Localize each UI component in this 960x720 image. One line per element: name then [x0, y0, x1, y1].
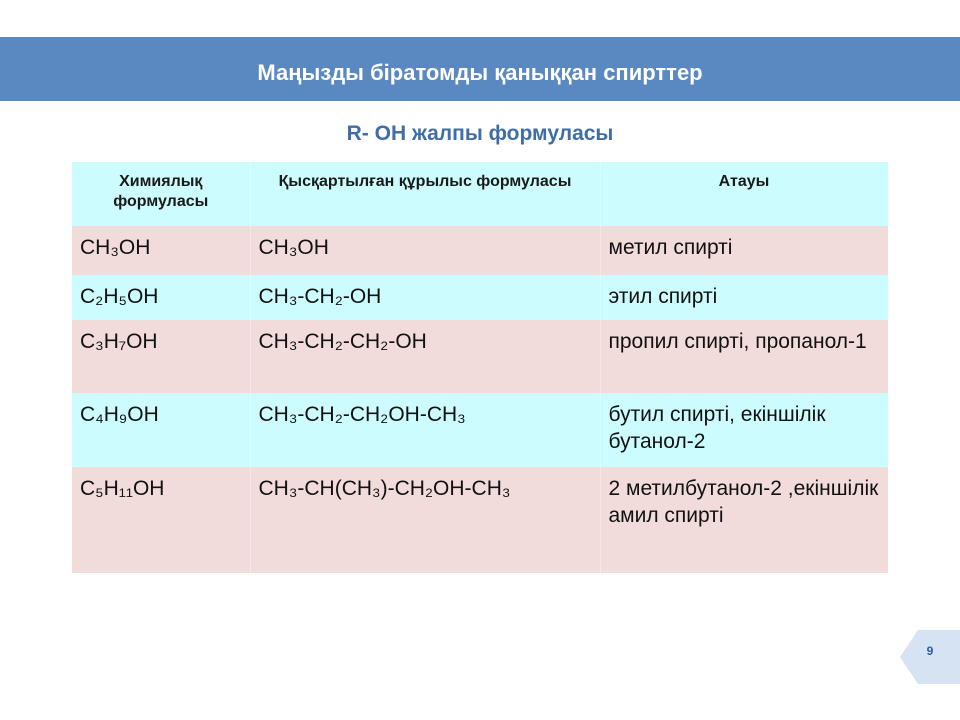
table-header-row [72, 162, 888, 226]
cell-structure: CH₃-CH₂-CH₂-OH [250, 320, 600, 393]
slide-title: Маңызды біратомды қаныққан спирттер [257, 60, 703, 85]
cell-formula: CH₃OH [72, 226, 250, 275]
slide-subtitle: R- OH жалпы формуласы [346, 122, 614, 145]
cell-name: пропил спирті, пропанол-1 [600, 320, 888, 393]
cell-formula: C₄H₉OH [72, 393, 250, 467]
cell-name: бутил спирті, екіншілік бутанол-2 [600, 393, 888, 467]
column-header-formula: Химиялық формуласы [72, 162, 250, 226]
title-banner [0, 37, 960, 101]
table-row [72, 467, 888, 573]
page-number-tab [918, 630, 960, 684]
cell-structure: CH₃-CH₂-CH₂OH-CH₃ [250, 393, 600, 467]
cell-structure: CH₃-CH₂-OH [250, 275, 600, 320]
page-number: 9 [926, 644, 934, 658]
cell-formula: C₅H₁₁OH [72, 467, 250, 573]
table-row [72, 320, 888, 393]
cell-name: метил спирті [600, 226, 888, 275]
table-row [72, 275, 888, 320]
cell-formula: C₂H₅OH [72, 275, 250, 320]
cell-formula: C₃H₇OH [72, 320, 250, 393]
cell-name: этил спирті [600, 275, 888, 320]
column-header-name: Атауы [600, 162, 888, 226]
table-row [72, 226, 888, 275]
table-row [72, 393, 888, 467]
cell-structure: CH₃-CH(CH₃)-CH₂OH-CH₃ [250, 467, 600, 573]
cell-structure: CH₃OH [250, 226, 600, 275]
column-header-structure: Қысқартылған құрылыс формуласы [250, 162, 600, 226]
alcohols-table [72, 162, 889, 573]
cell-name: 2 метилбутанол-2 ,екіншілік амил спирті [600, 467, 888, 573]
